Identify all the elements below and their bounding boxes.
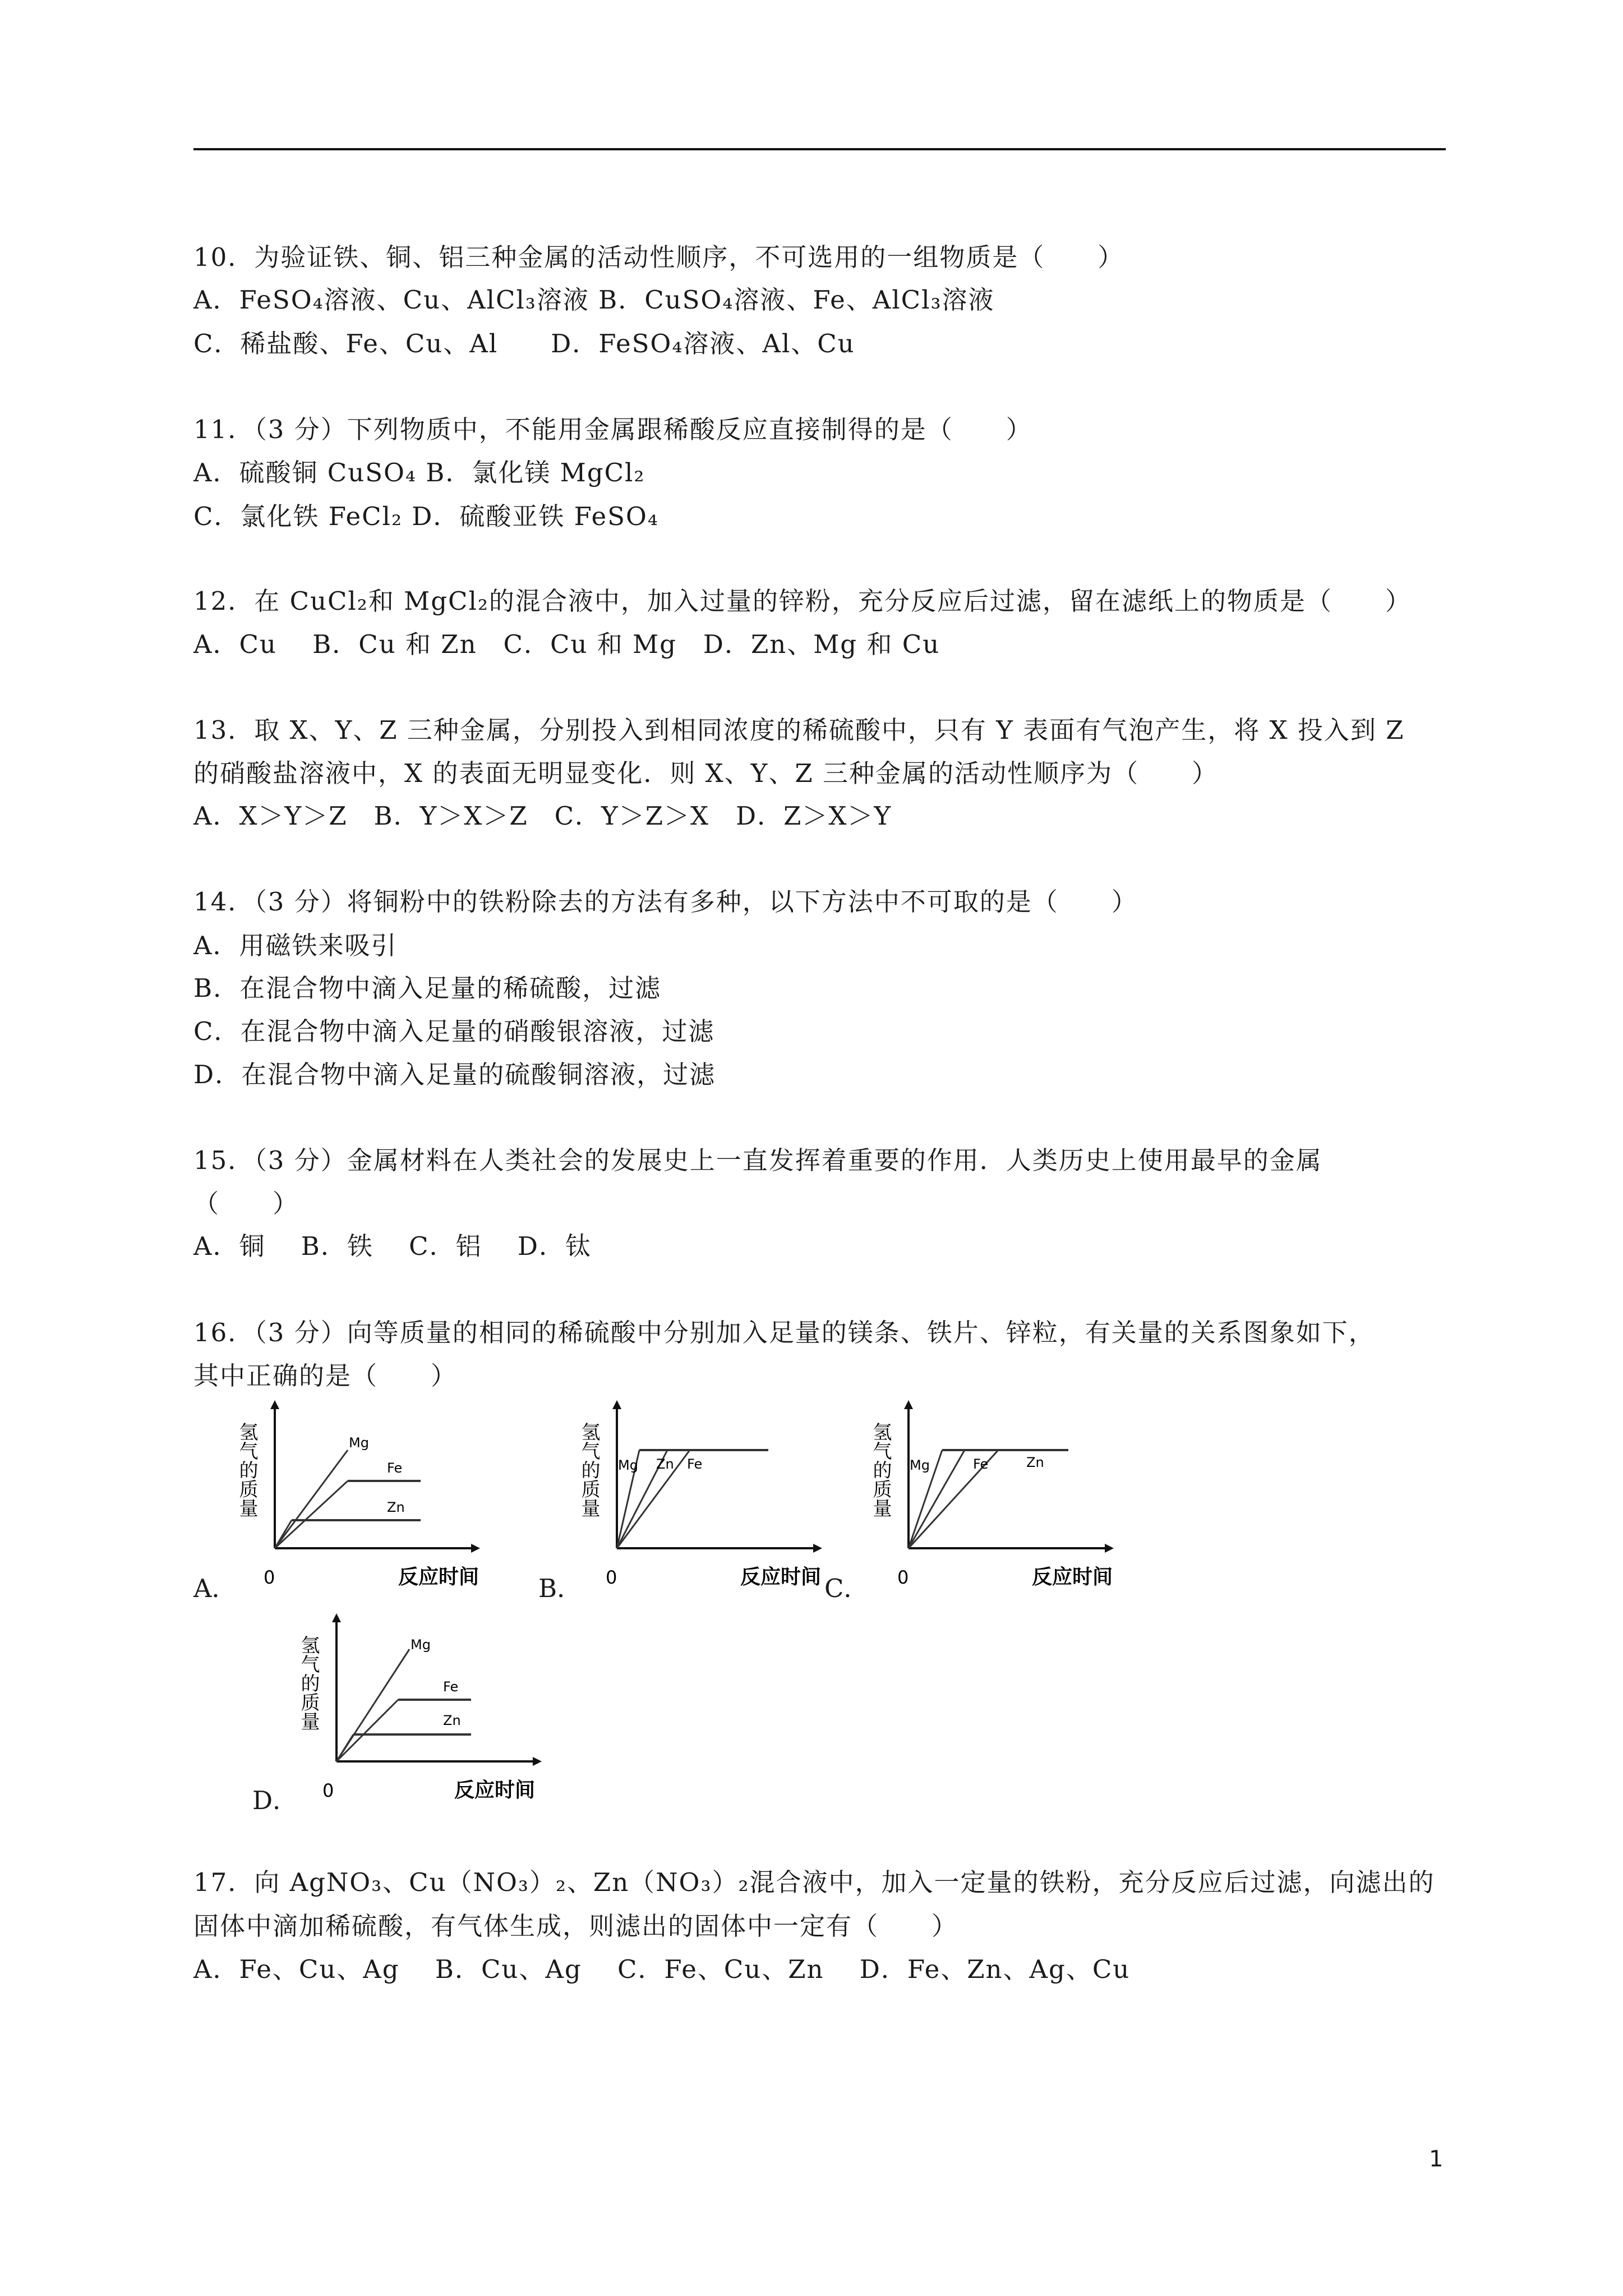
q16-stem-line2: 其中正确的是（ ） [193, 1361, 458, 1391]
label-mg: Mg [910, 1457, 930, 1473]
series-mg-line [275, 1450, 348, 1548]
q14-option-a: A．用磁铁来吸引 [193, 931, 398, 960]
series-fe-rise [275, 1481, 348, 1548]
q17-stem-line2: 固体中滴加稀硫酸，有气体生成，则滤出的固体中一定有（ ） [193, 1911, 958, 1941]
q12-options: A．Cu B．Cu 和 Zn C．Cu 和 Mg D．Zn、Mg 和 Cu [193, 629, 940, 659]
header-rule [193, 148, 1446, 150]
x-label: 反应时间 [740, 1566, 822, 1589]
q16-letter-a: A． [193, 1573, 237, 1603]
y-label: 氢气的质量 [236, 1422, 258, 1517]
x-axis-arrow [471, 1544, 480, 1553]
graph-a-svg [230, 1397, 522, 1588]
x-label: 反应时间 [398, 1566, 479, 1589]
label-zn: Zn [1026, 1455, 1044, 1470]
label-zn: Zn [443, 1713, 461, 1728]
q10-options-ab: A．FeSO₄溶液、Cu、AlCl₃溶液 B．CuSO₄溶液、Fe、AlCl₃溶液 [193, 285, 995, 315]
label-zn: Zn [656, 1456, 674, 1472]
y-axis-arrow [612, 1400, 621, 1409]
q16-letter-c: C． [824, 1573, 869, 1603]
q14-option-c: C．在混合物中滴入足量的硝酸银溶液，过滤 [193, 1016, 715, 1046]
q10-options-cd: C．稀盐酸、Fe、Cu、Al D．FeSO₄溶液、Al、Cu [193, 329, 855, 358]
label-mg: Mg [411, 1637, 431, 1653]
q10-stem: 10．为验证铁、铜、铝三种金属的活动性顺序，不可选用的一组物质是（ ） [193, 242, 1124, 272]
series-fe-rise [336, 1700, 398, 1761]
q16-graph-d [292, 1610, 583, 1801]
q15-options: A．铜 B．铁 C．铝 D．钛 [193, 1231, 592, 1261]
q15-stem-line1: 15．（3 分）金属材料在人类社会的发展史上一直发挥着重要的作用．人类历史上使用最早的金属 [193, 1145, 1322, 1175]
label-zn: Zn [387, 1499, 405, 1515]
label-fe: Fe [687, 1456, 703, 1472]
q17-options: A．Fe、Cu、Ag B．Cu、Ag C．Fe、Cu、Zn D．Fe、Zn、Ag、Cu [193, 1954, 1131, 1984]
y-axis-arrow [332, 1613, 341, 1622]
x-axis-arrow [813, 1544, 822, 1553]
y-axis-arrow [270, 1400, 279, 1409]
x-label: 反应时间 [1032, 1566, 1113, 1589]
q16-graph-a [230, 1397, 522, 1588]
q16-stem-line1: 16．（3 分）向等质量的相同的稀硫酸中分别加入足量的镁条、铁片、锌粒，有关量的关系图象如下， [193, 1318, 1375, 1347]
y-label: 氢气的质量 [578, 1422, 600, 1517]
y-axis-arrow [904, 1400, 913, 1409]
q15-stem-line2: （ ） [193, 1189, 299, 1218]
label-fe: Fe [443, 1679, 459, 1695]
q14-stem: 14．（3 分）将铜粉中的铁粉除去的方法有多种，以下方法中不可取的是（ ） [193, 887, 1138, 917]
x-axis-arrow [533, 1757, 542, 1766]
q16-letter-b: B． [538, 1573, 583, 1603]
label-mg: Mg [349, 1435, 369, 1451]
y-label: 氢气的质量 [869, 1422, 892, 1517]
q13-stem-line2: 的硝酸盐溶液中，X 的表面无明显变化．则 X、Y、Z 三种金属的活动性顺序为（ ） [193, 758, 1218, 788]
q13-stem-line1: 13．取 X、Y、Z 三种金属，分别投入到相同浓度的稀硫酸中，只有 Y 表面有气泡产生，将 X 投入到 Z [193, 715, 1405, 745]
y-label: 氢气的质量 [297, 1635, 320, 1731]
q13-options: A．X＞Y＞Z B．Y＞X＞Z C．Y＞Z＞X D．Z＞X＞Y [193, 801, 892, 831]
x-label: 反应时间 [454, 1779, 536, 1802]
graph-b-svg [572, 1397, 864, 1588]
graph-d-svg [292, 1610, 583, 1801]
q14-option-d: D．在混合物中滴入足量的硫酸铜溶液，过滤 [193, 1060, 716, 1089]
graph-c-svg [864, 1397, 1155, 1588]
origin-label: 0 [897, 1567, 909, 1588]
q11-options-ab: A．硫酸铜 CuSO₄ B．氯化镁 MgCl₂ [193, 458, 645, 487]
label-fe: Fe [387, 1460, 403, 1476]
x-axis-arrow [1105, 1544, 1114, 1553]
q16-letter-d: D． [252, 1786, 298, 1815]
q16-graph-c [864, 1397, 1155, 1588]
q11-options-cd: C．氯化铁 FeCl₂ D．硫酸亚铁 FeSO₄ [193, 501, 659, 531]
label-mg: Mg [618, 1457, 638, 1473]
origin-label: 0 [264, 1567, 275, 1588]
q11-stem: 11．（3 分）下列物质中，不能用金属跟稀酸反应直接制得的是（ ） [193, 415, 1032, 444]
label-fe: Fe [973, 1456, 989, 1472]
origin-label: 0 [322, 1780, 334, 1801]
q17-stem-line1: 17．向 AgNO₃、Cu（NO₃）₂、Zn（NO₃）₂混合液中，加入一定量的铁粉，充分反应后过滤，向滤出的 [193, 1867, 1435, 1897]
page-number: 1 [1429, 2146, 1444, 2172]
q16-graph-b [572, 1397, 864, 1588]
q14-option-b: B．在混合物中滴入足量的稀硫酸，过滤 [193, 973, 662, 1003]
q12-stem: 12．在 CuCl₂和 MgCl₂的混合液中，加入过量的锌粉，充分反应后过滤，留在滤纸上的物质是（ ） [193, 586, 1412, 616]
origin-label: 0 [606, 1567, 617, 1588]
